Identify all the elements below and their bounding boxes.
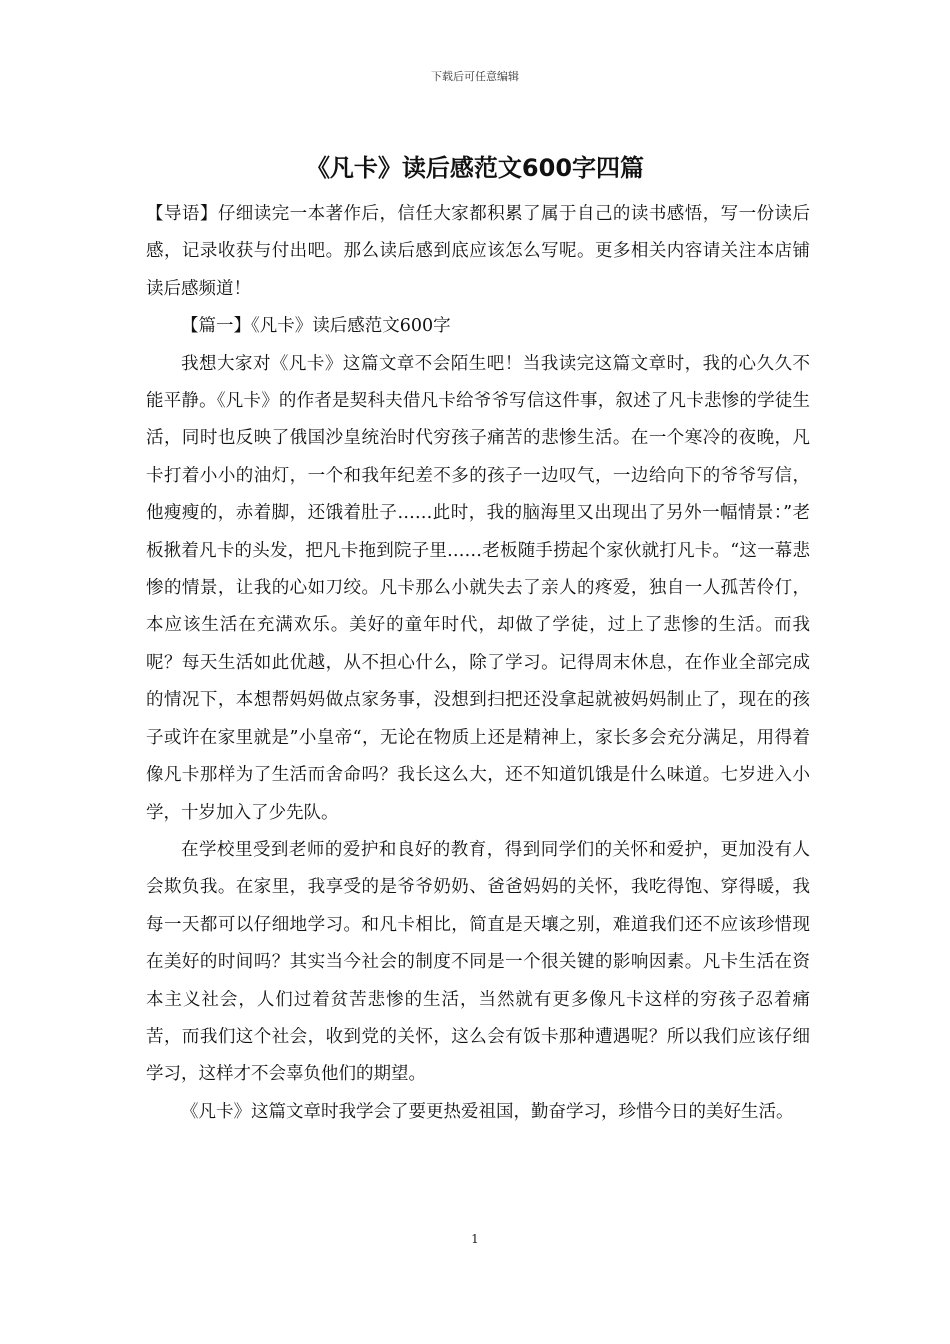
header-note: 下载后可任意编辑 xyxy=(431,70,519,83)
body-paragraph: 我想大家对《凡卡》这篇文章不会陌生吧！当我读完这篇文章时，我的心久久不能平静。《凡卡》的作者是契科夫借凡卡给爷爷写信这件事，叙述了凡卡悲惨的学徒生活，同时也反映了俄国沙皇统治时代穷孩子痛苦的悲惨生活。在一个寒冷的夜晚，凡卡打着小小的油灯，一个和我年纪差不多的孩子一边叹气，一边给向下的爷爷写信，他瘦瘦的，赤着脚，还饿着肚子……此时，我的脑海里又出现出了另外一幅情景：”老板揪着凡卡的头发，把凡卡拖到院子里……老板随手捞起个家伙就打凡卡。“这一幕悲惨的情景，让我的心如刀绞。凡卡那么小就失去了亲人的疼爱，独自一人孤苦伶仃，本应该生活在充满欢乐。美好的童年时代，却做了学徒，过上了悲惨的生活。而我呢？每天生活如此优越，从不担心什么，除了学习。记得周末休息，在作业全部完成的情况下，本想帮妈妈做点家务事，没想到扫把还没拿起就被妈妈制止了，现在的孩子或许在家里就是”小皇帝“，无论在物质上还是精神上，家长多会充分满足，用得着像凡卡那样为了生活而舍命吗？我长这么大，还不知道饥饿是什么味道。七岁进入小学，十岁加入了少先队。 xyxy=(146,353,810,823)
body-paragraph: 在学校里受到老师的爱护和良好的教育，得到同学们的关怀和爱护，更加没有人会欺负我。在家里，我享受的是爷爷奶奶、爸爸妈妈的关怀，我吃得饱、穿得暖，我每一天都可以仔细地学习。和凡卡相比，简直是天壤之别，难道我们还不应该珍惜现在美好的时间吗？其实当今社会的制度不同是一个很关键的影响因素。凡卡生活在资本主义社会，人们过着贫苦悲惨的生活，当然就有更多像凡卡这样的穷孩子忍着痛苦，而我们这个社会，收到党的关怀，这么会有饭卡那种遭遇呢？所以我们应该仔细学习，这样才不会辜负他们的期望。 xyxy=(146,839,810,1085)
body-paragraph: 《凡卡》这篇文章时我学会了要更热爱祖国，勤奋学习，珍惜今日的美好生活。 xyxy=(181,1101,794,1122)
document-body xyxy=(146,196,810,1131)
document-title: 《凡卡》读后感范文600字四篇 xyxy=(305,154,645,182)
intro-paragraph: 【导语】仔细读完一本著作后，信任大家都积累了属于自己的读书感悟，写一份读后感，记录收获与付出吧。那么读后感到底应该怎么写呢。更多相关内容请关注本店铺读后感频道！ xyxy=(146,204,810,299)
page-number: 1 xyxy=(471,1232,479,1246)
section-heading: 【篇一】《凡卡》读后感范文600字 xyxy=(181,316,451,337)
